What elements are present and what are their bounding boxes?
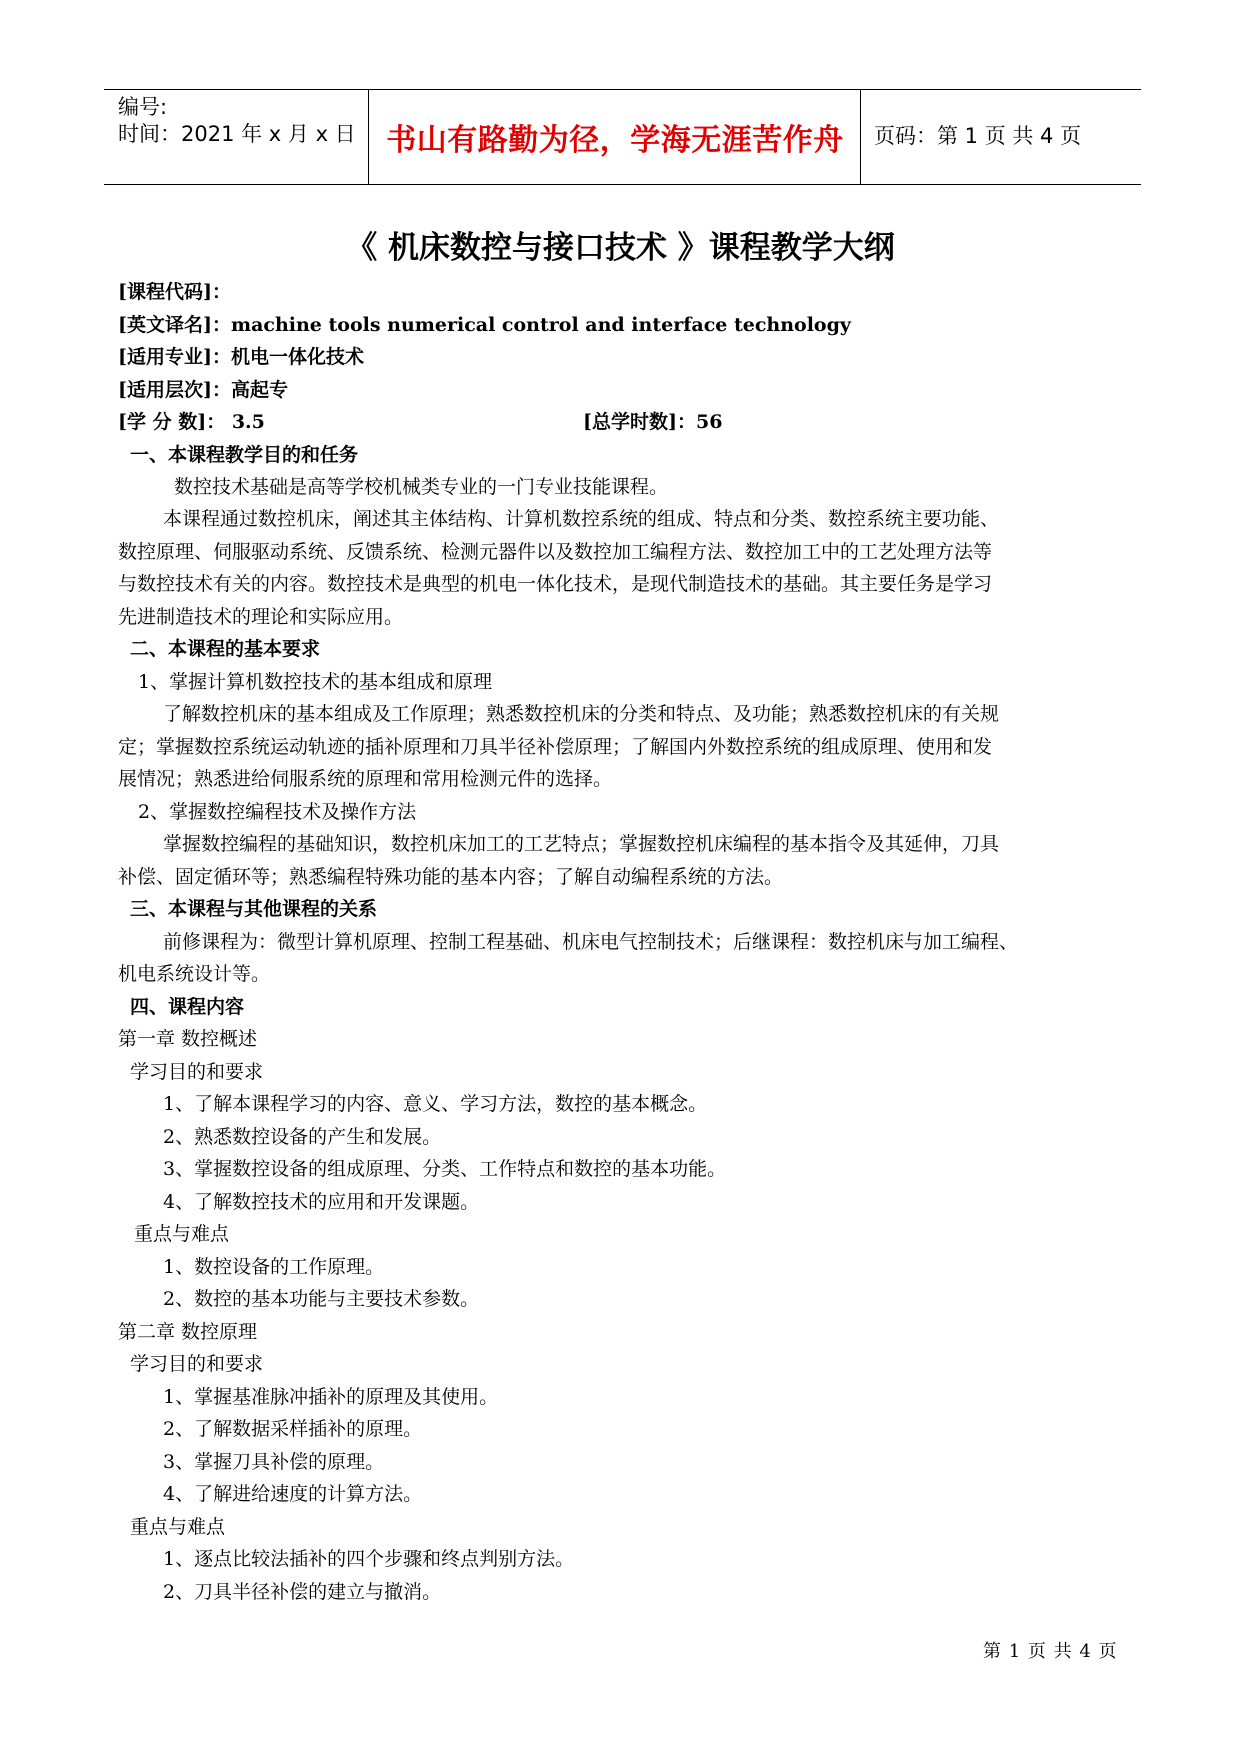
key-label: 重点与难点: [130, 1516, 226, 1538]
list-item: 2、数控的基本功能与主要技术参数。: [163, 1288, 480, 1310]
list-item: 3、掌握数控设备的组成原理、分类、工作特点和数控的基本功能。: [163, 1158, 727, 1180]
paragraph-line: 掌握数控编程的基础知识，数控机床加工的工艺特点；掌握数控机床编程的基本指令及其延伸，刀具: [163, 833, 1000, 855]
paragraph-line: 了解数控机床的基本组成及工作原理；熟悉数控机床的分类和特点、及功能；熟悉数控机床的有关规: [163, 703, 1000, 725]
course-hours: [总学时数]：56: [583, 411, 723, 433]
course-english-name: [英文译名]：machine tools numerical control and interface technology: [118, 314, 851, 336]
document-title: 《 机床数控与接口技术 》课程教学大纲: [346, 230, 895, 266]
page-footer: 第 1 页 共 4 页: [983, 1641, 1118, 1662]
list-item: 3、掌握刀具补偿的原理。: [163, 1451, 385, 1473]
list-item: 1、数控设备的工作原理。: [163, 1256, 385, 1278]
paragraph-line: 定；掌握数控系统运动轨迹的插补原理和刀具半径补偿原理；了解国内外数控系统的组成原理、使用和发: [118, 736, 993, 758]
section-heading: 二、本课程的基本要求: [130, 638, 321, 660]
goal-label: 学习目的和要求: [130, 1061, 264, 1083]
paragraph-line: 机电系统设计等。: [118, 963, 271, 985]
section-heading: 三、本课程与其他课程的关系: [130, 898, 378, 920]
course-level: [适用层次]：高起专: [118, 379, 288, 401]
paragraph-line: 展情况；熟悉进给伺服系统的原理和常用检测元件的选择。: [118, 768, 613, 790]
list-item: 2、熟悉数控设备的产生和发展。: [163, 1126, 442, 1148]
list-item: 2、刀具半径补偿的建立与撤消。: [163, 1581, 442, 1603]
time-label: 时间：2021 年 x 月 x 日: [118, 122, 356, 146]
list-item: 1、了解本课程学习的内容、意义、学习方法，数控的基本概念。: [163, 1093, 708, 1115]
paragraph-line: 先进制造技术的理论和实际应用。: [118, 606, 404, 628]
course-major: [适用专业]：机电一体化技术: [118, 346, 364, 368]
paragraph-line: 前修课程为：微型计算机原理、控制工程基础、机床电气控制技术；后继课程：数控机床与加工编程、: [163, 931, 1019, 953]
paragraph-line: 数控原理、伺服驱动系统、反馈系统、检测元器件以及数控加工编程方法、数控加工中的工艺处理方法等: [118, 541, 993, 563]
goal-label: 学习目的和要求: [130, 1353, 264, 1375]
section-heading: 一、本课程教学目的和任务: [130, 444, 359, 466]
list-item: 4、了解数控技术的应用和开发课题。: [163, 1191, 480, 1213]
header-divider: [368, 90, 369, 184]
paragraph-line: 本课程通过数控机床，阐述其主体结构、计算机数控系统的组成、特点和分类、数控系统主要功能、: [163, 508, 1000, 530]
key-label: 重点与难点: [134, 1223, 230, 1245]
list-item: 1、掌握基准脉冲插补的原理及其使用。: [163, 1386, 499, 1408]
subsection-title: 1、掌握计算机数控技术的基本组成和原理: [138, 671, 493, 693]
header-motto: 书山有路勤为径，学海无涯苦作舟: [386, 123, 844, 158]
section-heading: 四、课程内容: [130, 996, 245, 1018]
chapter-title: 第二章 数控原理: [118, 1321, 258, 1343]
paragraph-line: 补偿、固定循环等；熟悉编程特殊功能的基本内容；了解自动编程系统的方法。: [118, 866, 784, 888]
list-item: 4、了解进给速度的计算方法。: [163, 1483, 423, 1505]
list-item: 2、了解数据采样插补的原理。: [163, 1418, 423, 1440]
document-header: [104, 89, 1141, 185]
number-label: 编号:: [118, 95, 168, 119]
course-code: [课程代码]：: [118, 281, 231, 303]
paragraph: 数控技术基础是高等学校机械类专业的一门专业技能课程。: [174, 476, 669, 498]
header-divider: [860, 90, 861, 184]
header-meta: [118, 90, 368, 184]
list-item: 1、逐点比较法插补的四个步骤和终点判别方法。: [163, 1548, 575, 1570]
header-page-number: 页码：第 1 页 共 4 页: [874, 124, 1082, 148]
subsection-title: 2、掌握数控编程技术及操作方法: [138, 801, 417, 823]
chapter-title: 第一章 数控概述: [118, 1028, 258, 1050]
paragraph-line: 与数控技术有关的内容。数控技术是典型的机电一体化技术，是现代制造技术的基础。其主要任务是学习: [118, 573, 993, 595]
course-credits: [学 分 数]： 3.5: [118, 411, 265, 433]
